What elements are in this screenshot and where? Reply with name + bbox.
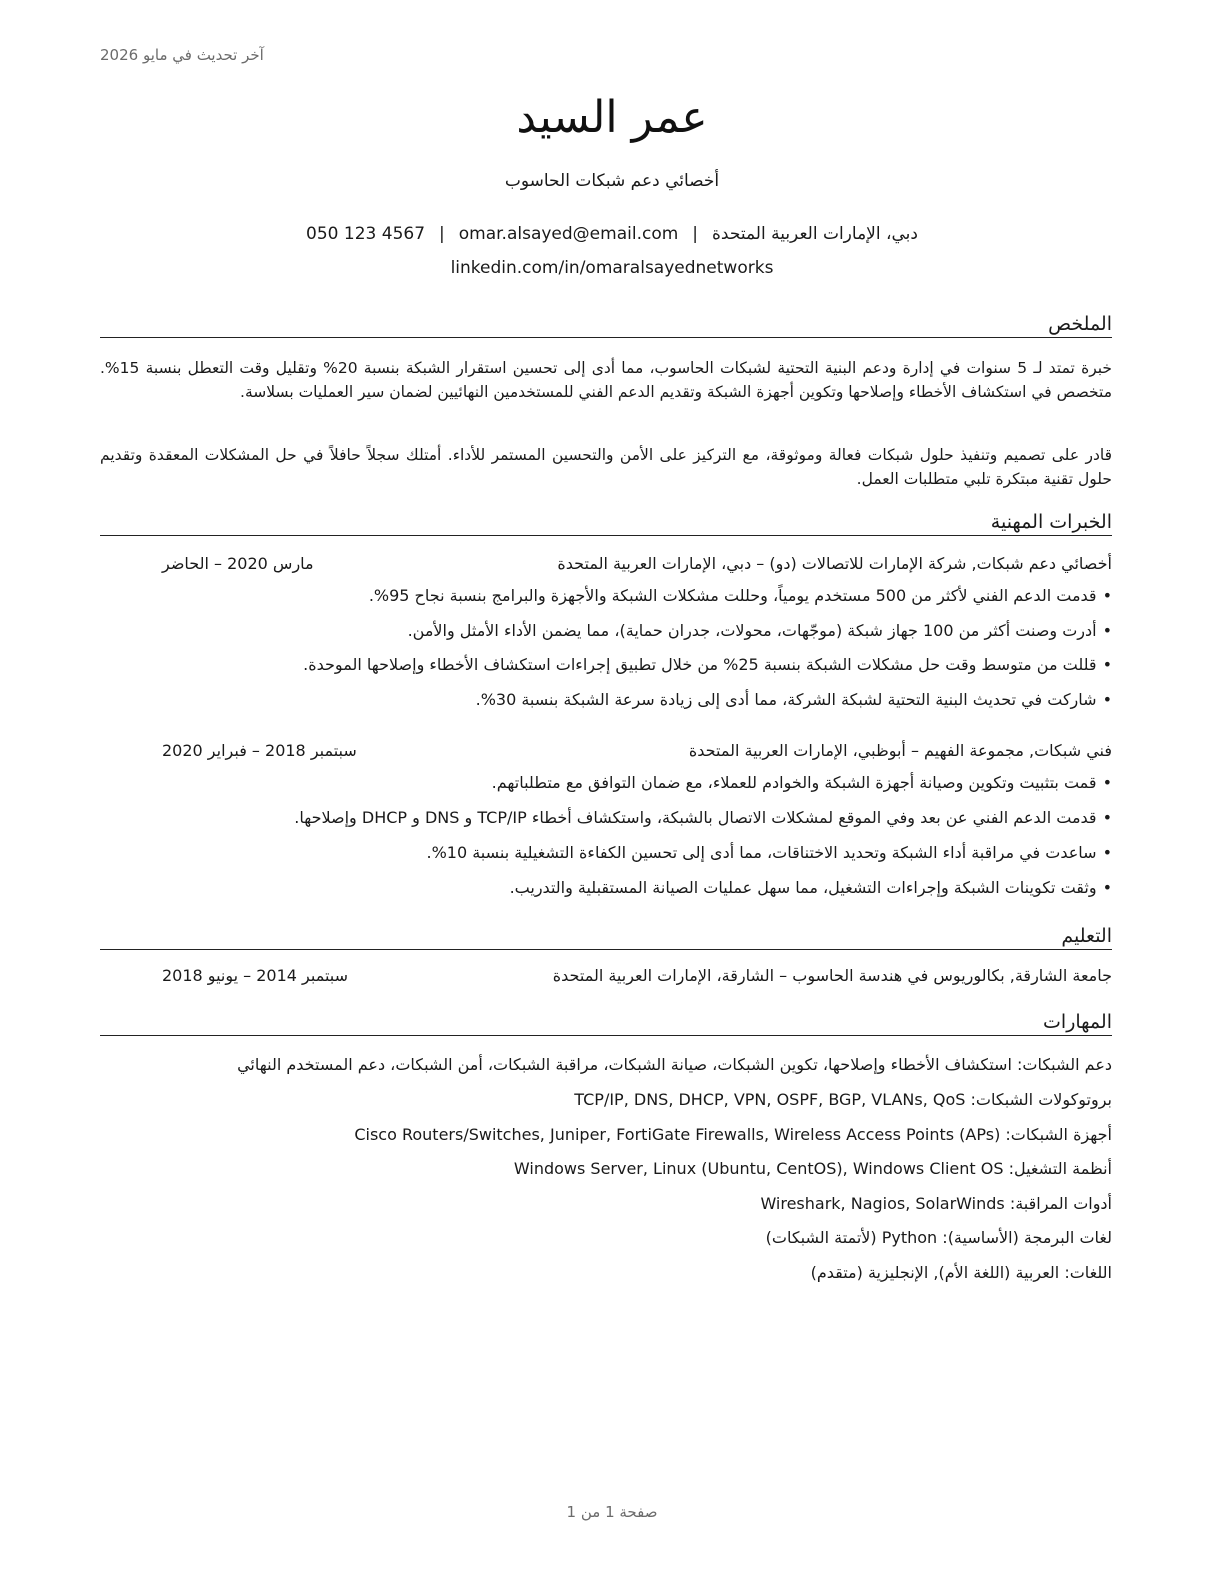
bullet-dot: • <box>1102 586 1112 605</box>
skill-line: أجهزة الشبكات: Cisco Routers/Switches, Juniper, FortiGate Firewalls, Wireless Access Points (APs) <box>354 1125 1112 1144</box>
bullet-dot: • <box>1102 843 1112 862</box>
bullet-dot: • <box>1102 773 1112 792</box>
education-dates: سبتمبر 2014 – يونيو 2018 <box>162 966 349 985</box>
bullet-dot: • <box>1102 690 1112 709</box>
skill-line: أنظمة التشغيل: Windows Server, Linux (Ubuntu, CentOS), Windows Client OS <box>513 1159 1112 1178</box>
bullet-dot: • <box>1102 655 1112 674</box>
job-role: أخصائي دعم شبكات, شركة الإمارات للاتصالات (دو) – دبي، الإمارات العربية المتحدة <box>557 554 1112 573</box>
job-bullet: •قللت من متوسط وقت حل مشكلات الشبكة بنسبة 25% من خلال تطبيق إجراءات استكشاف الأخطاء وإصلاحها الموحدة. <box>100 653 1112 677</box>
bullet-dot: • <box>1102 878 1112 897</box>
summary-paragraph-2: قادر على تصميم وتنفيذ حلول شبكات فعالة وموثوقة، مع التركيز على الأمن والتحسين المستمر للأداء. أمتلك سجلاً حافلاً في حل المشكلات المعقدة وتقديم حلول تقنية مبتكرة تلبي متطلبات العمل. <box>100 446 1112 488</box>
contact-line <box>0 224 1224 244</box>
candidate-title: أخصائي دعم شبكات الحاسوب <box>504 171 720 191</box>
job-bullet: •قدمت الدعم الفني عن بعد وفي الموقع لمشكلات الاتصال بالشبكة، واستكشاف أخطاء TCP/IP و DNS و DHCP وإصلاحها. <box>100 806 1112 830</box>
summary-paragraph-1: خبرة تمتد لـ 5 سنوات في إدارة ودعم البنية التحتية لشبكات الحاسوب، مما أدى إلى تحسين استقرار الشبكة بنسبة 20% وتقليل وقت التعطل بنسبة 15%. متخصص في استكشاف الأخطاء وإصلاحها وتكوين أجهزة الشبكة وتقديم الدعم الفني للمستخدمين النهائيين لضمان سير العمليات بسلاسة. <box>100 359 1113 401</box>
skill-line: اللغات: العربية (اللغة الأم), الإنجليزية (متقدم) <box>810 1263 1112 1282</box>
contact-location: دبي، الإمارات العربية المتحدة <box>712 224 918 244</box>
contact-linkedin[interactable]: linkedin.com/in/omaralsayednetworks <box>450 258 774 278</box>
job-role: فني شبكات, مجموعة الفهيم – أبوظبي، الإمارات العربية المتحدة <box>688 741 1112 760</box>
section-heading-skills: المهارات <box>100 1011 1112 1036</box>
contact-separator: | <box>439 224 445 244</box>
page-number: صفحة 1 من 1 <box>566 1503 658 1521</box>
job-bullet: •شاركت في تحديث البنية التحتية لشبكة الشركة، مما أدى إلى زيادة سرعة الشبكة بنسبة 30%. <box>100 688 1112 712</box>
job-bullet: •أدرت وصنت أكثر من 100 جهاز شبكة (موجّهات، محولات، جدران حماية)، مما يضمن الأداء الأمثل والأمن. <box>100 619 1112 643</box>
education-degree: جامعة الشارقة, بكالوريوس في هندسة الحاسوب – الشارقة، الإمارات العربية المتحدة <box>552 966 1112 985</box>
job-dates: مارس 2020 – الحاضر <box>162 554 314 573</box>
job-header <box>100 741 1112 765</box>
skill-line: لغات البرمجة (الأساسية): Python (لأتمتة الشبكات) <box>765 1228 1112 1247</box>
candidate-name: عمر السيد <box>516 92 708 143</box>
skill-line: دعم الشبكات: استكشاف الأخطاء وإصلاحها، تكوين الشبكات، صيانة الشبكات، مراقبة الشبكات، أمن الشبكات، دعم المستخدم النهائي <box>237 1055 1112 1074</box>
skill-line: بروتوكولات الشبكات: TCP/IP, DNS, DHCP, VPN, OSPF, BGP, VLANs, QoS <box>574 1090 1112 1109</box>
contact-phone: 050 123 4567 <box>306 224 426 244</box>
bullet-dot: • <box>1102 621 1112 640</box>
job-bullet: •ساعدت في مراقبة أداء الشبكة وتحديد الاختناقات، مما أدى إلى تحسين الكفاءة التشغيلية بنسبة 10%. <box>100 841 1112 865</box>
contact-email[interactable]: omar.alsayed@email.com <box>458 224 679 244</box>
job-bullet: •قدمت الدعم الفني لأكثر من 500 مستخدم يومياً، وحللت مشكلات الشبكة والأجهزة والبرامج بنسبة نجاح 95%. <box>100 584 1112 608</box>
section-heading-experience: الخبرات المهنية <box>100 511 1112 536</box>
last-updated-note: آخر تحديث في مايو 2026 <box>100 46 264 64</box>
section-heading-summary: الملخص <box>100 313 1112 338</box>
education-entry <box>100 966 1112 990</box>
skill-line: أدوات المراقبة: Wireshark, Nagios, SolarWinds <box>760 1194 1112 1213</box>
bullet-dot: • <box>1102 808 1112 827</box>
job-bullet: •وثقت تكوينات الشبكة وإجراءات التشغيل، مما سهل عمليات الصيانة المستقبلية والتدريب. <box>100 876 1112 900</box>
job-header <box>100 554 1112 578</box>
job-bullet: •قمت بتثبيت وتكوين وصيانة أجهزة الشبكة والخوادم للعملاء، مع ضمان التوافق مع متطلباتهم. <box>100 771 1112 795</box>
section-heading-education: التعليم <box>100 925 1112 950</box>
job-dates: سبتمبر 2018 – فبراير 2020 <box>162 741 357 760</box>
contact-separator: | <box>692 224 699 244</box>
